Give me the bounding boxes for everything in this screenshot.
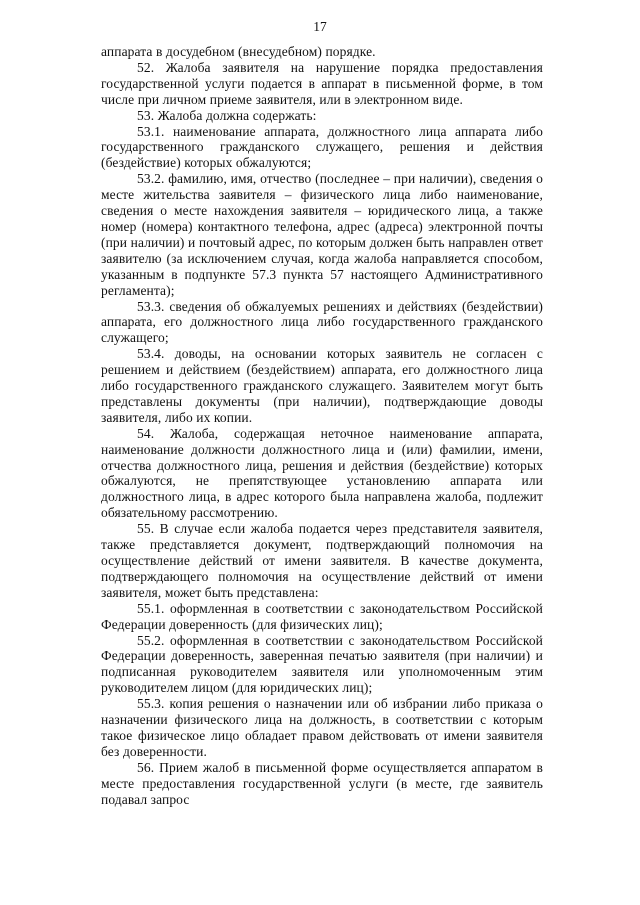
paragraph-52: 52. Жалоба заявителя на нарушение порядка предоставления государственной услуги подается в аппарат в письменной форме, в том числе при личном приеме заявителя, или в электронном виде. (101, 59, 543, 107)
paragraph-53-3: 53.3. сведения об обжалуемых решениях и действиях (бездействии) аппарата, его должностного лица либо государственного гражданского служащего; (101, 298, 543, 346)
document-body (101, 44, 543, 808)
paragraph-53-4: 53.4. доводы, на основании которых заявитель не согласен с решением и действием (бездействием) аппарата, его должностного лица либо государственного гражданского служащего. Заявителем могут быть представлены документы (при наличии), подтверждающие доводы заявителя, либо их копии. (101, 346, 543, 425)
paragraph-53-1: 53.1. наименование аппарата, должностного лица аппарата либо государственного гражданского служащего, решения и действия (бездействие) которых обжалуются; (101, 123, 543, 171)
page-number: 17 (313, 19, 327, 34)
paragraph-55: 55. В случае если жалоба подается через представителя заявителя, также представляется документ, подтверждающий полномочия на осуществление действий от имени заявителя. В качестве документа, подтверждающего полномочия на осуществление действий от имени заявителя, может быть представлена: (101, 521, 543, 600)
paragraph-continuation: аппарата в досудебном (внесудебном) порядке. (101, 44, 376, 59)
paragraph-54: 54. Жалоба, содержащая неточное наименование аппарата, наименование должности должностного лица и (или) фамилии, имени, отчества должностного лица, решения и действия (бездействие) которых обжалуются, не препятствующее установлению аппарата или должностного лица, в адрес которого была направлена жалоба, подлежит обязательному рассмотрению. (101, 425, 543, 521)
paragraph-55-3: 55.3. копия решения о назначении или об избрании либо приказа о назначении физического лица на должность, в соответствии с которым такое физическое лицо обладает правом действовать от имени заявителя без доверенности. (101, 696, 543, 759)
paragraph-53-2: 53.2. фамилию, имя, отчество (последнее – при наличии), сведения о месте жительства заявителя – физического лица либо наименование, сведения о месте нахождения заявителя – юридического лица, а также номер (номера) контактного телефона, адрес (адреса) электронной почты (при наличии) и почтовый адрес, по которым должен быть направлен ответ заявителю (за исключением случая, когда жалоба направляется способом, указанным в подпункте 57.3 пункта 57 настоящего Административного регламента); (101, 171, 543, 298)
paragraph-55-2: 55.2. оформленная в соответствии с законодательством Российской Федерации доверенность, заверенная печатью заявителя (при наличии) и подписанная руководителем заявителя или уполномоченным этим руководителем лицом (для юридических лиц); (101, 632, 543, 696)
paragraph-53: 53. Жалоба должна содержать: (137, 107, 317, 123)
paragraph-56: 56. Прием жалоб в письменной форме осуществляется аппаратом в месте предоставления государственной услуги (в месте, где заявитель подавал запрос (101, 759, 543, 807)
paragraph-55-1: 55.1. оформленная в соответствии с законодательством Российской Федерации доверенность (для физических лиц); (101, 600, 543, 632)
